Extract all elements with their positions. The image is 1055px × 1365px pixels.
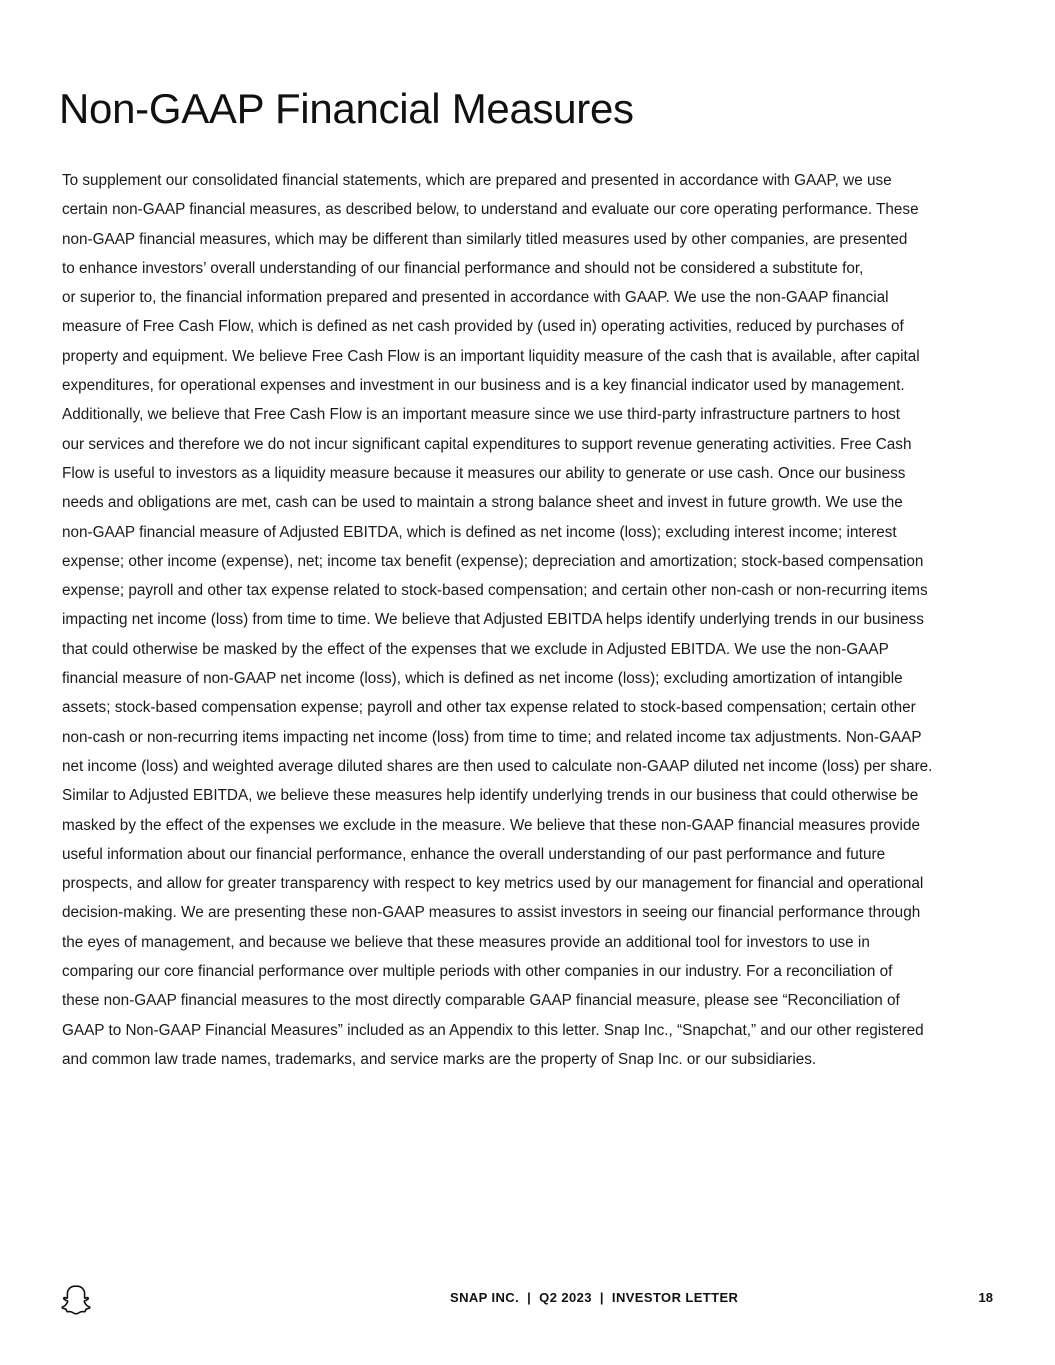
body-text-line: GAAP to Non-GAAP Financial Measures” included as an Appendix to this letter. Snap Inc., “Snapchat,” and our other registered <box>62 1021 924 1039</box>
body-text-line: and common law trade names, trademarks, and service marks are the property of Snap Inc. or our subsidiaries. <box>62 1050 817 1068</box>
body-text-line: Additionally, we believe that Free Cash Flow is an important measure since we use third-party infrastructure partners to host <box>62 406 901 424</box>
body-text-line: non-GAAP financial measures, which may be different than similarly titled measures used by other companies, are presented <box>62 230 908 248</box>
body-text-line: useful information about our financial performance, enhance the overall understanding of our past performance and future <box>62 845 886 863</box>
body-text-line: expenditures, for operational expenses and investment in our business and is a key financial indicator used by management. <box>62 377 905 395</box>
page-title: Non-GAAP Financial Measures <box>59 85 634 132</box>
body-text-line: prospects, and allow for greater transparency with respect to key metrics used by our management for financial and operational <box>62 875 924 893</box>
body-text-line: Flow is useful to investors as a liquidity measure because it measures our ability to generate or use cash. Once our business <box>62 464 906 482</box>
body-text-line: masked by the effect of the expenses we exclude in the measure. We believe that these non-GAAP financial measures provide <box>62 816 920 834</box>
body-text-line: the eyes of management, and because we believe that these measures provide an additional tool for investors to use in <box>62 933 870 951</box>
body-text-line: To supplement our consolidated financial statements, which are prepared and presented in accordance with GAAP, we use <box>62 172 892 189</box>
body-text-line: expense; payroll and other tax expense related to stock-based compensation; and certain other non-cash or non-recurring items <box>62 582 928 600</box>
body-text-line: non-cash or non-recurring items impacting net income (loss) from time to time; and related income tax adjustments. Non-GAAP <box>62 728 922 746</box>
body-text-line: or superior to, the financial information prepared and presented in accordance with GAAP. We use the non-GAAP financial <box>62 289 889 307</box>
body-text-line: expense; other income (expense), net; income tax benefit (expense); depreciation and amortization; stock-based compensation <box>62 552 924 570</box>
body-text-line: that could otherwise be masked by the effect of the expenses that we exclude in Adjusted EBITDA. We use the non-GAAP <box>62 640 889 658</box>
body-paragraph <box>62 166 1002 1074</box>
footer-title: SNAP INC. | Q2 2023 | INVESTOR LETTER <box>450 1290 739 1305</box>
body-text-line: impacting net income (loss) from time to time. We believe that Adjusted EBITDA helps identify underlying trends in our business <box>62 611 924 629</box>
body-text-line: financial measure of non-GAAP net income (loss), which is defined as net income (loss); excluding amortization of intangible <box>62 670 903 688</box>
body-text-line: needs and obligations are met, cash can be used to maintain a strong balance sheet and invest in future growth. We use the <box>62 494 903 512</box>
body-text-line: certain non-GAAP financial measures, as described below, to understand and evaluate our core operating performance. These <box>62 201 919 219</box>
body-text-line: decision-making. We are presenting these non-GAAP measures to assist investors in seeing our financial performance through <box>62 904 921 922</box>
body-text-line: measure of Free Cash Flow, which is defined as net cash provided by (used in) operating activities, reduced by purchases of <box>62 318 904 336</box>
body-text-line: our services and therefore we do not incur significant capital expenditures to support revenue generating activities. Free Cash <box>62 435 912 453</box>
body-text-line: non-GAAP financial measure of Adjusted EBITDA, which is defined as net income (loss); excluding interest income; interest <box>62 523 897 541</box>
body-text-line: net income (loss) and weighted average diluted shares are then used to calculate non-GAAP diluted net income (loss) per share. <box>62 757 933 775</box>
page-footer <box>0 1280 1055 1320</box>
snapchat-ghost-icon <box>60 1283 94 1317</box>
body-text-line: comparing our core financial performance over multiple periods with other companies in our industry. For a reconciliation of <box>62 963 893 981</box>
body-text-line: assets; stock-based compensation expense; payroll and other tax expense related to stock-based compensation; certain other <box>62 699 916 717</box>
body-text-line: to enhance investors’ overall understanding of our financial performance and should not be considered a substitute for, <box>62 259 864 277</box>
body-text-line: property and equipment. We believe Free Cash Flow is an important liquidity measure of the cash that is available, after capital <box>62 347 920 365</box>
page-number: 18 <box>978 1290 993 1305</box>
body-text-line: these non-GAAP financial measures to the most directly comparable GAAP financial measure, please see “Reconciliation of <box>62 992 900 1010</box>
body-text-line: Similar to Adjusted EBITDA, we believe these measures help identify underlying trends in our business that could otherwise be <box>62 787 919 805</box>
